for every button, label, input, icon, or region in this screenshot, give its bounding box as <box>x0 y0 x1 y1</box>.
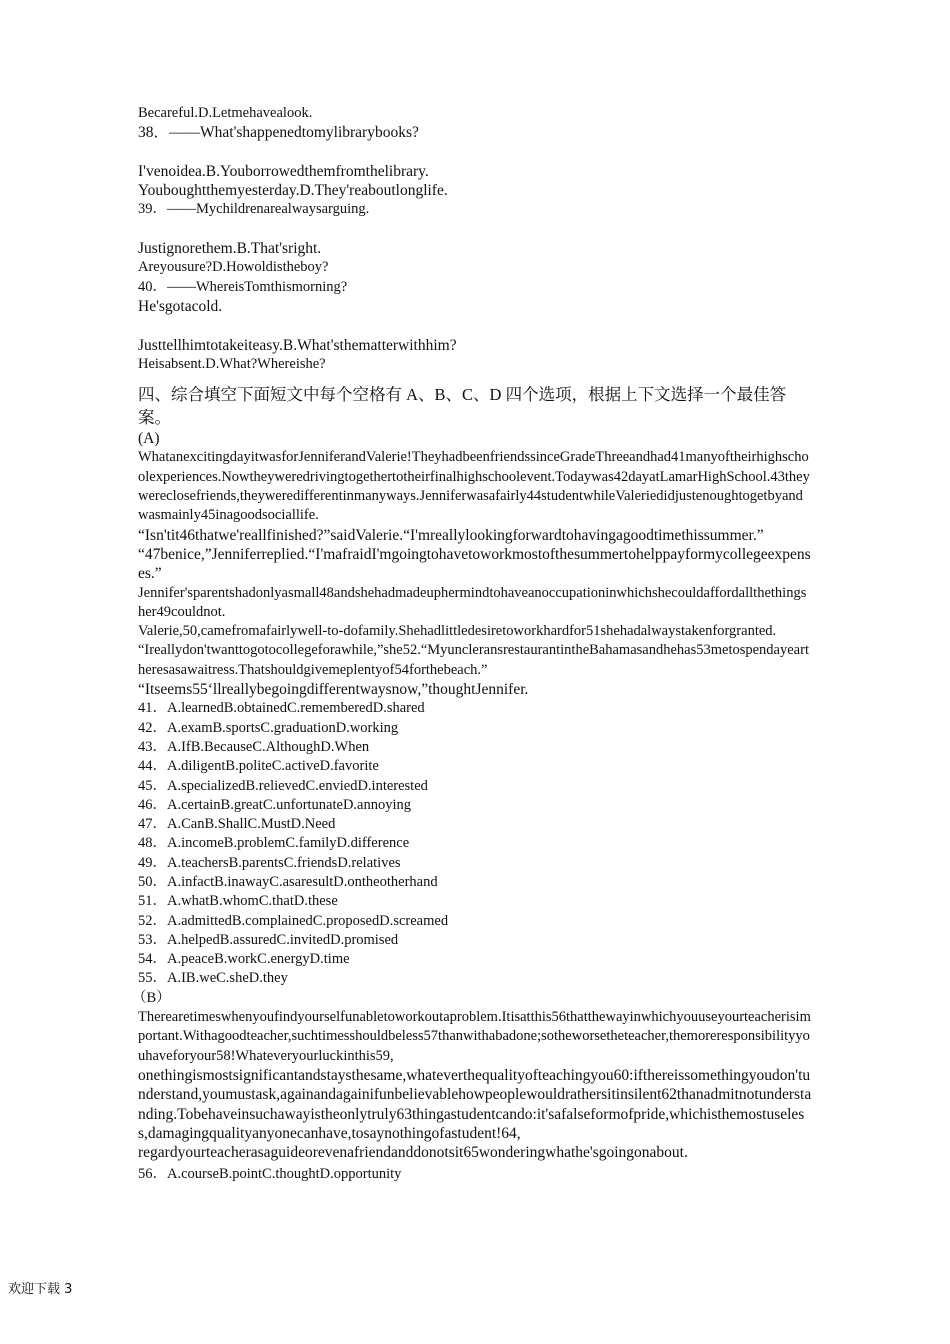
option-line-49: 49．A.teachersB.parentsC.friendsD.relatives <box>138 854 401 871</box>
passage-a-paragraph: “47benice,”Jenniferreplied.“I'mafraidI'mgoingtohavetoworkmostofthesummertohelppayformycollegeexpenses.” <box>138 545 811 583</box>
option-line-56: 56．A.courseB.pointC.thoughtD.opportunity <box>138 1166 402 1183</box>
option-line-43: 43．A.IfB.BecauseC.AlthoughD.When <box>138 738 370 755</box>
option-line-48: 48．A.incomeB.problemC.familyD.difference <box>138 835 410 852</box>
text-line: I'venoidea.B.Youborrowedthemfromthelibrary. <box>138 162 429 180</box>
text-line: Becareful.D.Letmehavealook. <box>138 105 313 121</box>
passage-a-paragraph: Valerie,50,camefromafairlywell-to-dofamily.Shehadlittledesiretoworkhardfor51shehadalwaystakenforgranted. <box>138 623 777 640</box>
option-line-42: 42．A.examB.sportsC.graduationD.working <box>138 719 399 736</box>
text-line: He'sgotacold. <box>138 297 223 315</box>
text-line: Heisabsent.D.What?Whereishe? <box>138 355 326 372</box>
passage-a-paragraph: “Ireallydon'twanttogotocollegeforawhile,”she52.“MyuncleransrestaurantintheBahamasandhehas53metospendayeartheresasawaitress.Thatshouldgivemeplentyof54forthebeach.” <box>138 642 809 678</box>
question-38: 38．——What'shappenedtomylibrarybooks? <box>138 124 419 142</box>
option-line-47: 47．A.CanB.ShallC.MustD.Need <box>138 816 336 833</box>
option-line-44: 44．A.diligentB.politeC.activeD.favorite <box>138 758 379 775</box>
option-line-45: 45．A.specializedB.relievedC.enviedD.interested <box>138 777 428 794</box>
question-40: 40．——WhereisTomthismorning? <box>138 278 348 295</box>
passage-a-paragraph: WhatanexcitingdayitwasforJenniferandValerie!TheyhadbeenfriendssinceGradeThreeandhad41manyoftheirhighschoolexperiences.Nowtheyweredrivingtogethertotheirfinalhighschoolevent.Todaywas42dayatLamarHighSchool.43theywereclosefriends,theyweredifferentinmanyways.Jenniferwasafairly44studentwhileValeriedidjustenoughtogetbyandwasmainly45inagoodsociallife. <box>138 449 810 524</box>
passage-b-label: （B） <box>132 989 171 1006</box>
document-body <box>132 104 813 1185</box>
question-39: 39．——Mychildrenarealwaysarguing. <box>138 201 370 218</box>
option-line-52: 52．A.admittedB.complainedC.proposedD.screamed <box>138 912 449 929</box>
passage-b-paragraph: Therearetimeswhenyoufindyourselfunabletoworkoutaproblem.Itisatthis56thatthewayinwhichyouuseyourteacherisimportant.Withagoodteacher,suchtimesshouldbeless57thanwithabadone;sotheworsetheteacher,themoreresponsibilityyouhaveforyour58!Whateveryourluckinthis59, <box>138 1009 811 1064</box>
option-line-51: 51．A.whatB.whomC.thatD.these <box>138 893 338 910</box>
option-line-41: 41．A.learnedB.obtainedC.rememberedD.shared <box>138 700 425 717</box>
passage-a-paragraph: “Itseems55‘llreallybegoingdifferentwaysnow,”thoughtJennifer. <box>138 681 529 699</box>
text-line: Youboughtthemyesterday.D.They'reaboutlonglife. <box>138 182 448 200</box>
option-line-50: 50．A.infactB.inawayC.asaresultD.ontheotherhand <box>138 873 438 890</box>
passage-b-paragraph: onethingismostsignificantandstaysthesame,whateverthequalityofteachingyou60:ifthereissomethingyoudon'tunderstand,youmustask,againandagainifunbelievablehowpeoplewouldrathersitinsilent62thanadmitnotunderstanding.Tobehaveinsuchawayistheonlytruly63thingastudentcando:it'safalseformofpride,whichisthemostuseless,damagingqualityanyonecanhave,tosaynothingofastudent!64, <box>138 1066 812 1142</box>
text-line: Justtellhimtotakeiteasy.B.What'sthematterwithhim? <box>138 336 457 354</box>
option-line-53: 53．A.helpedB.assuredC.invitedD.promised <box>138 931 399 948</box>
text-line: Areyousure?D.Howoldistheboy? <box>138 259 329 276</box>
option-line-46: 46．A.certainB.greatC.unfortunateD.annoying <box>138 796 412 813</box>
section-heading: 四、综合填空下面短文中每个空格有 A、B、C、D 四个选项，根据上下文选择一个最佳答案。 <box>138 385 787 428</box>
passage-a-paragraph: Jennifer'sparentshadonlyasmall48andshehadmadeuphermindtohaveanoccupationinwhichshecouldaffordallthethingsher49couldnot. <box>138 584 807 620</box>
passage-a-label: (A) <box>138 430 160 448</box>
text-line: Justignorethem.B.That'sright. <box>138 240 322 258</box>
passage-b-paragraph: regardyourteacherasaguideorevenafriendanddonotsit65wonderingwhathe'sgoingonabout. <box>138 1144 688 1162</box>
passage-a-paragraph: “Isn'tit46thatwe'reallfinished?”saidValerie.“I'mreallylookingforwardtohavingagoodtimethissummer.” <box>138 526 764 544</box>
option-line-54: 54．A.peaceB.workC.energyD.time <box>138 951 350 968</box>
page-footer: 欢迎下载 3 <box>8 1282 73 1297</box>
option-line-55: 55．A.IB.weC.sheD.they <box>138 970 288 987</box>
